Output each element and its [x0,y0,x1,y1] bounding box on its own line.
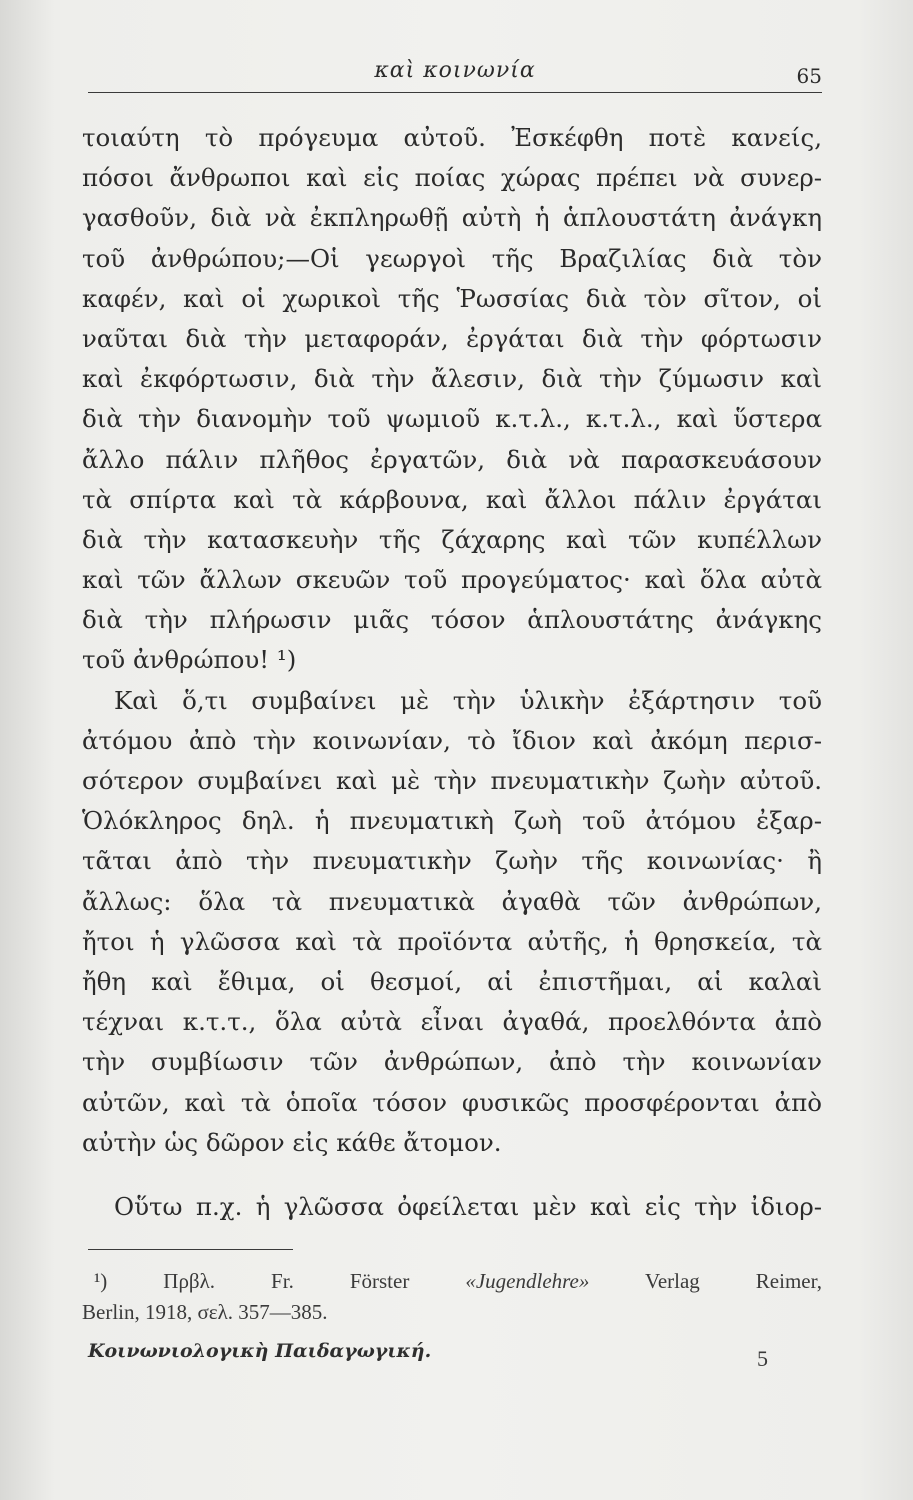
running-title: καὶ κοινωνία [374,58,536,83]
text-line: τὴν συμβίωσιν τῶν ἀνθρώπων, ἀπὸ τὴν κοινωνίαν [82,1047,822,1077]
footnote-line [82,1266,822,1297]
footnote-line: Berlin, 1918, σελ. 357—385. [82,1300,328,1324]
text-line: καφέν, καὶ οἱ χωρικοὶ τῆς Ῥωσσίας διὰ τὸν σῖτον, οἱ [82,283,822,313]
running-header [88,58,822,93]
text-line: αὐτὴν ὡς δῶρον εἰς κάθε ἄτομον. [82,1127,502,1157]
text-line: ναῦται διὰ τὴν μεταφοράν, ἐργάται διὰ τὴν φόρτωσιν [82,323,822,353]
text-line: διὰ τὴν διανομὴν τοῦ ψωμιοῦ κ.τ.λ., κ.τ.λ., καὶ ὕστερα [82,404,822,434]
text-line: ἤτοι ἡ γλῶσσα καὶ τὰ προϊόντα αὐτῆς, ἡ θρησκεία, τὰ [82,926,822,956]
text-line: Ὁλόκληρος δηλ. ἡ πνευματικὴ ζωὴ τοῦ ἀτόμου ἐξαρ- [82,806,822,836]
text-line: Οὕτω π.χ. ἡ γλῶσσα ὀφείλεται μὲν καὶ εἰς τὴν ἰδιορ- [114,1191,822,1221]
footnote [82,1266,822,1328]
paragraph-gap [82,1163,822,1187]
text-line: τοῦ ἀνθρώπου! ¹) [82,645,297,675]
text-line: γασθοῦν, διὰ νὰ ἐκπληρωθῇ αὐτὴ ἡ ἁπλουστάτη ἀνάγκη [82,203,822,233]
text-line: καὶ ἐκφόρτωσιν, διὰ τὴν ἄλεσιν, διὰ τὴν ζύμωσιν καὶ [82,364,822,394]
text-line: τέχναι κ.τ.τ., ὅλα αὐτὰ εἶναι ἀγαθά, προελθόντα ἀπὸ [82,1007,822,1037]
text-line: ἤθη καὶ ἔθιμα, οἱ θεσμοί, αἱ ἐπιστῆμαι, αἱ καλαὶ [82,966,822,996]
body-text [82,118,822,1227]
text-line: καὶ τῶν ἄλλων σκευῶν τοῦ προγεύματος· καὶ ὅλα αὐτὰ [82,565,822,595]
footnote-ref-text: ¹) Πρβλ. Fr. Förster [94,1269,410,1293]
text-line: διὰ τὴν πλήρωσιν μιᾶς τόσον ἁπλουστάτης ἀνάγκης [82,605,822,635]
text-line: ἄλλως: ὅλα τὰ πνευματικὰ ἀγαθὰ τῶν ἀνθρώπων, [82,886,822,916]
text-line: Καὶ ὅ,τι συμβαίνει μὲ τὴν ὑλικὴν ἐξάρτησιν τοῦ [114,685,822,715]
text-line: πόσοι ἄνθρωποι καὶ εἰς ποίας χώρας πρέπει νὰ συνερ- [82,163,822,193]
sheet-number: 5 [757,1346,768,1371]
text-line: αὐτῶν, καὶ τὰ ὁποῖα τόσον φυσικῶς προσφέρονται ἀπὸ [82,1087,822,1117]
page-number: 65 [796,64,822,88]
text-line: τᾶται ἀπὸ τὴν πνευματικὴν ζωὴν τῆς κοινωνίας· ἢ [82,846,822,876]
text-line: τοῦ ἀνθρώπου;—Οἱ γεωργοὶ τῆς Βραζιλίας διὰ τὸν [82,243,822,273]
footnote-rule [88,1249,293,1250]
footnote-publisher: Verlag Reimer, [644,1269,823,1293]
text-line: διὰ τὴν κατασκευὴν τῆς ζάχαρης καὶ τῶν κυπέλλων [82,524,822,554]
text-line: ἀτόμου ἀπὸ τὴν κοινωνίαν, τὸ ἴδιον καὶ ἀκόμη περισ- [82,725,822,755]
text-line: τοιαύτη τὸ πρόγευμα αὐτοῦ. Ἐσκέφθη ποτὲ κανείς, [82,123,822,152]
text-line: τὰ σπίρτα καὶ τὰ κάρβουνα, καὶ ἄλλοι πάλιν ἐργάται [82,484,822,514]
text-line: σότερον συμβαίνει καὶ μὲ τὴν πνευματικὴν ζωὴν αὐτοῦ. [82,766,822,795]
footnote-book-title: «Jugendlehre» [465,1269,590,1293]
book-signature: Κοινωνιολογικὴ Παιδαγωγική. [88,1340,432,1362]
text-line: ἄλλο πάλιν πλῆθος ἐργατῶν, διὰ νὰ παρασκευάσουν [82,444,822,474]
